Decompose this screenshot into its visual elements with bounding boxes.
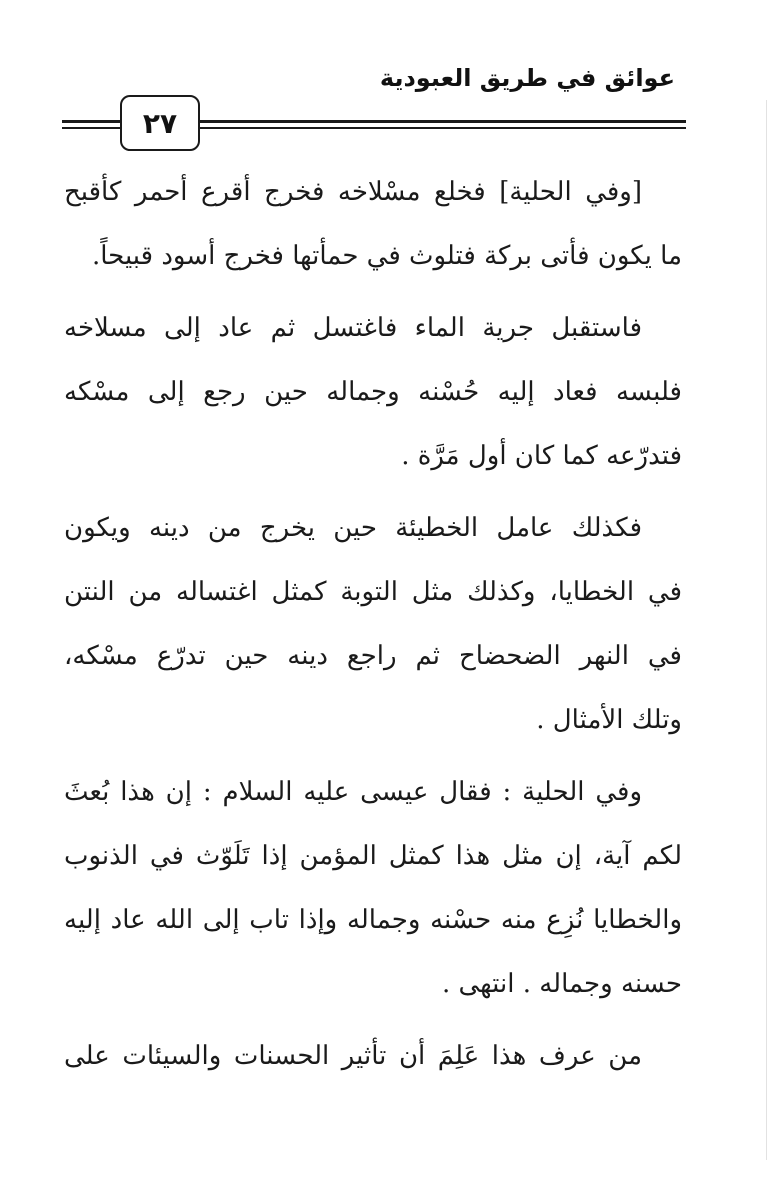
text-line: [وفي الحلية] فخلع مسْلاخه فخرج أقرع أحمر كأقبح xyxy=(64,177,642,207)
text-line: ما يكون فأتى بركة فتلوث في حمأتها فخرج أسود قبيحاً. xyxy=(91,241,682,271)
text-line: فتدرّعه كما كان أول مَرَّة . xyxy=(401,441,682,471)
running-title: عوائق في طريق العبودية xyxy=(379,64,675,92)
text-line: من عرف هذا عَلِمَ أن تأثير الحسنات والسيئات على xyxy=(64,1041,642,1071)
text-line: في النهر الضحضاح ثم راجع دينه حين تدرّع مسْكه، xyxy=(64,641,682,671)
page-number-box xyxy=(120,95,200,151)
text-line: فاستقبل جرية الماء فاغتسل ثم عاد إلى مسلاخه xyxy=(64,313,642,343)
text-line: فكذلك عامل الخطيئة حين يخرج من دينه ويكون xyxy=(64,513,642,543)
page-edge-line xyxy=(766,100,767,1160)
text-line: فلبسه فعاد إليه حُسْنه وجماله حين رجع إلى مسْكه xyxy=(64,377,682,407)
text-line: والخطايا نُزِع منه حسْنه وجماله وإذا تاب إلى الله عاد إليه xyxy=(64,905,682,935)
text-line: حسنه وجماله . انتهى . xyxy=(441,969,682,999)
text-line: في الخطايا، وكذلك مثل التوبة كمثل اغتساله من النتن xyxy=(64,577,682,607)
body-text xyxy=(64,160,682,1088)
text-line: وفي الحلية : فقال عيسى عليه السلام : إن هذا بُعثَ xyxy=(64,777,642,807)
text-line: وتلك الأمثال . xyxy=(536,705,682,735)
text-line: لكم آية، إن مثل هذا كمثل المؤمن إذا تَلَوّث في الذنوب xyxy=(64,841,682,871)
page-number: ٢٧ xyxy=(142,106,178,140)
